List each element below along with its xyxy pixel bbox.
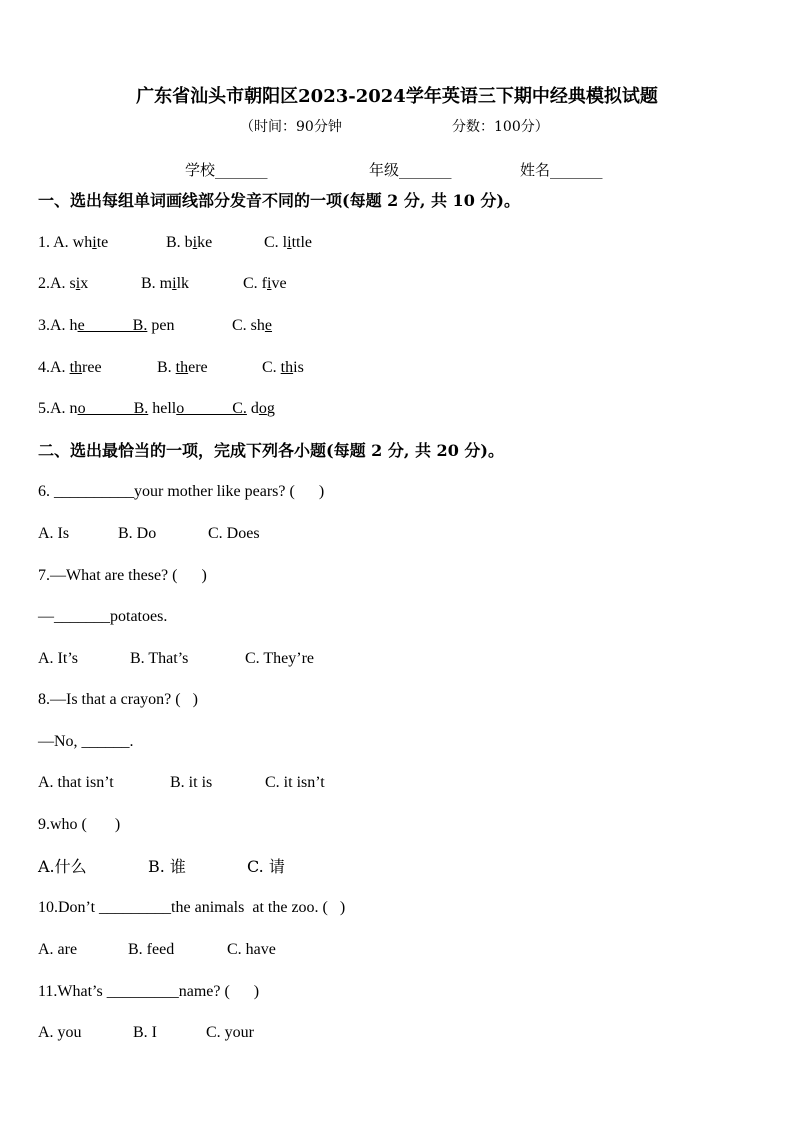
q8-stem: 8.—Is that a crayon? ( ): [38, 691, 198, 708]
q8-option-a: A. that isn’t: [38, 774, 114, 791]
q11-option-b: B. I: [133, 1024, 157, 1041]
q7-stem: 7.—What are these? ( ): [38, 567, 207, 584]
section2-heading: 二、选出最恰当的一项，完成下列各小题(每题 2 分, 共 20 分)。: [38, 441, 504, 460]
q5-options: 5.A. no______B. hello______C. dog: [38, 400, 275, 417]
q11-option-c: C. your: [206, 1024, 254, 1041]
q6-option-b: B. Do: [118, 525, 157, 542]
q7-option-a: A. It’s: [38, 650, 78, 667]
name-field: 姓名_______: [520, 161, 603, 179]
q4-option-a: 4.A. three: [38, 359, 102, 376]
q7-option-c: C. They’re: [245, 650, 315, 667]
section1-heading: 一、选出每组单词画线部分发音不同的一项(每题 2 分, 共 10 分)。: [38, 191, 520, 210]
q11-stem: 11.What’s _________name? ( ): [38, 983, 260, 1000]
exam-title: 广东省汕头市朝阳区2023-2024学年英语三下期中经典模拟试题: [136, 86, 658, 107]
q2-option-b: B. milk: [141, 275, 190, 292]
q1-option-a: 1. A. white: [38, 234, 109, 251]
q6-stem: 6. __________your mother like pears? ( ): [38, 483, 325, 500]
q8-option-b: B. it is: [170, 774, 213, 791]
q9-option-c: C. 请: [247, 857, 285, 876]
q3-option-c: C. she: [232, 317, 273, 334]
q1-option-c: C. little: [264, 234, 313, 251]
q11-option-a: A. you: [38, 1024, 82, 1041]
q9-stem: 9.who ( ): [38, 816, 121, 833]
q7-option-b: B. That’s: [130, 650, 189, 667]
exam-time: （时间：90分钟: [240, 119, 342, 135]
q8-option-c: C. it isn’t: [265, 774, 325, 791]
q9-option-a: A.什么: [38, 857, 87, 876]
q10-option-a: A. are: [38, 941, 78, 958]
q1-option-b: B. bike: [166, 234, 213, 251]
q7-reply: —_______potatoes.: [38, 608, 168, 625]
grade-field: 年级_______: [369, 161, 452, 179]
q6-option-c: C. Does: [208, 525, 260, 542]
q9-option-b: B. 谁: [148, 857, 186, 876]
exam-score: 分数：100分）: [452, 119, 549, 135]
q3-option-ab: 3.A. he______B. pen: [38, 317, 175, 334]
q4-option-b: B. there: [157, 359, 208, 376]
q10-option-b: B. feed: [128, 941, 175, 958]
q8-reply: —No, ______.: [38, 733, 134, 750]
q4-option-c: C. this: [262, 359, 304, 376]
q10-stem: 10.Don’t _________the animals at the zoo. ( ): [38, 899, 346, 916]
school-field: 学校_______: [185, 161, 268, 179]
q10-option-c: C. have: [227, 941, 276, 958]
q2-option-a: 2.A. six: [38, 275, 89, 292]
q6-option-a: A. Is: [38, 525, 70, 542]
q2-option-c: C. five: [243, 275, 287, 292]
